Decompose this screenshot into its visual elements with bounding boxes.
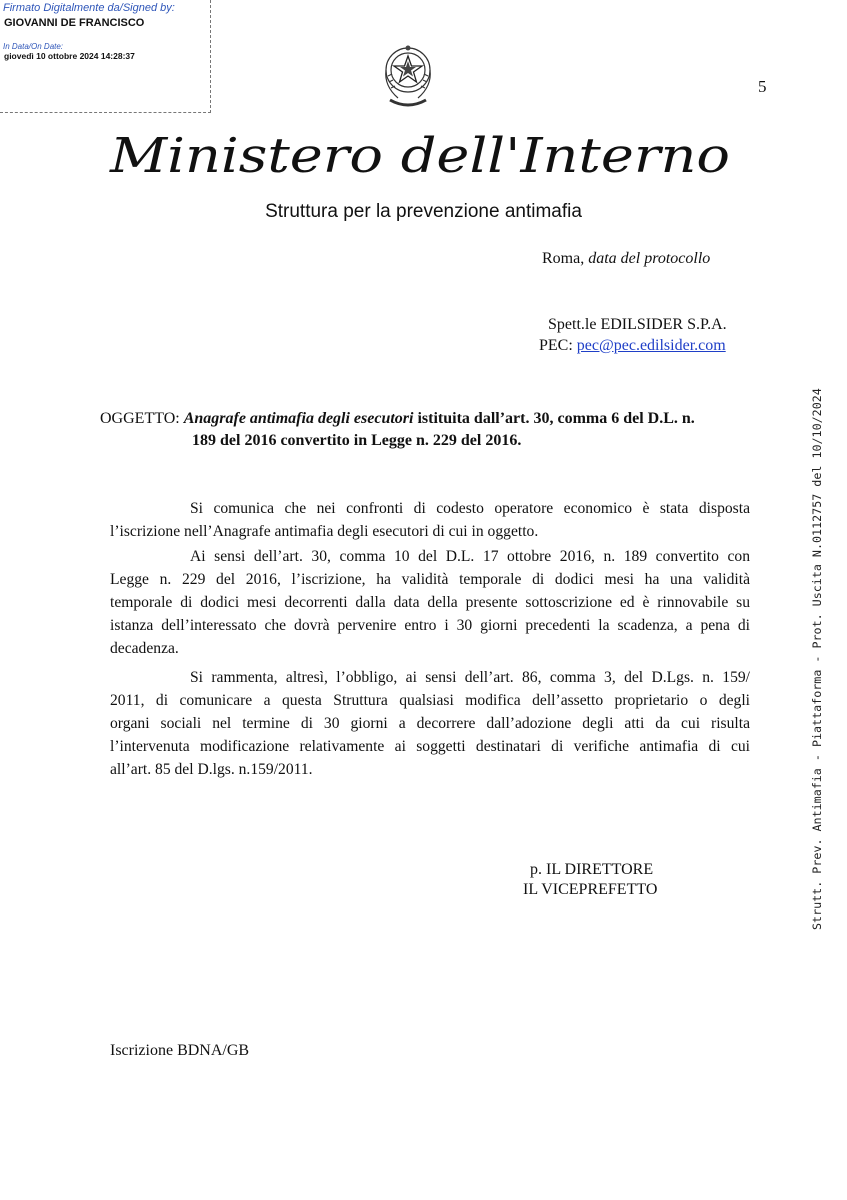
- signature-role-1: p. IL DIRETTORE: [530, 861, 654, 878]
- protocol-date: data del protocollo: [588, 250, 711, 267]
- paragraph-line: 2011, di comunicare a questa Struttura qualsiasi modifica dell’assetto proprietario o degli: [110, 692, 750, 709]
- subject-label: OGGETTO:: [100, 410, 180, 427]
- paragraph-line: Legge n. 229 del 2016, l’iscrizione, ha validità temporale di dodici mesi ha una validità: [110, 571, 750, 588]
- signature-date: giovedì 10 ottobre 2024 14:28:37: [4, 51, 135, 61]
- page-number: 5: [758, 77, 767, 96]
- recipient-pec: [539, 337, 726, 355]
- paragraph-line: l’iscrizione nell’Anagrafe antimafia degli esecutori di cui in oggetto.: [110, 523, 539, 540]
- place-date: [542, 250, 710, 268]
- paragraph-line: Ai sensi dell’art. 30, comma 10 del D.L. 17 ottobre 2016, n. 189 convertito con: [190, 548, 750, 565]
- place: Roma,: [542, 250, 585, 267]
- paragraph-line: l’intervenuta modificazione relativamente ai soggetti destinatari di verifiche antimafia di cui: [110, 738, 750, 755]
- pec-email-link[interactable]: pec@pec.edilsider.com: [576, 337, 726, 354]
- ministry-logo: [100, 122, 740, 192]
- signer-name: GIOVANNI DE FRANCISCO: [4, 17, 145, 29]
- paragraph-line: all’art. 85 del D.lgs. n.159/2011.: [110, 761, 313, 778]
- signature-date-label: In Data/On Date:: [3, 42, 64, 51]
- paragraph-3: [110, 666, 750, 781]
- signed-by-label: Firmato Digitalmente da/Signed by:: [3, 2, 175, 14]
- paragraph-line: organi sociali nel termine di 30 giorni a decorrere dall’adozione degli atti da cui risulta: [110, 715, 750, 732]
- subject-line-1: [100, 410, 695, 428]
- paragraph-line: Si rammenta, altresì, l’obbligo, ai sensi dell’art. 86, comma 3, del D.Lgs. n. 159/: [190, 669, 750, 686]
- signature-role-2: IL VICEPREFETTO: [523, 881, 658, 898]
- paragraph-line: istanza dell’interessato che dovrà pervenire entro i 30 giorni precedenti la scadenza, a pena di: [110, 617, 750, 634]
- subject-bold-1: istituita dall’art. 30, comma 6 del D.L. n.: [417, 410, 695, 427]
- subject-italic: Anagrafe antimafia degli esecutori: [183, 410, 414, 427]
- protocol-margin-stamp: Strutt. Prev. Antimafia - Piattaforma - Prot. Uscita N.0112757 del 10/10/2024: [810, 388, 824, 930]
- italian-republic-emblem-icon: [376, 40, 440, 110]
- subject-line-2: 189 del 2016 convertito in Legge n. 229 del 2016.: [192, 432, 522, 449]
- footer-reference: Iscrizione BDNA/GB: [110, 1042, 250, 1059]
- ministry-title: Ministero dell'Interno: [108, 128, 730, 184]
- structure-title: Struttura per la prevenzione antimafia: [265, 201, 582, 222]
- paragraph-line: decadenza.: [110, 640, 179, 657]
- paragraph-line: temporale di dodici mesi decorrenti dalla data della presente sottoscrizione ed è rinnovabile su: [110, 594, 750, 611]
- digital-signature-box: [0, 0, 211, 113]
- recipient-line: Spett.le EDILSIDER S.P.A.: [548, 316, 727, 333]
- paragraph-2: [110, 545, 750, 660]
- paragraph-line: Si comunica che nei confronti di codesto operatore economico è stata disposta: [190, 500, 750, 517]
- pec-label: PEC:: [539, 337, 573, 354]
- paragraph-1: [110, 497, 750, 543]
